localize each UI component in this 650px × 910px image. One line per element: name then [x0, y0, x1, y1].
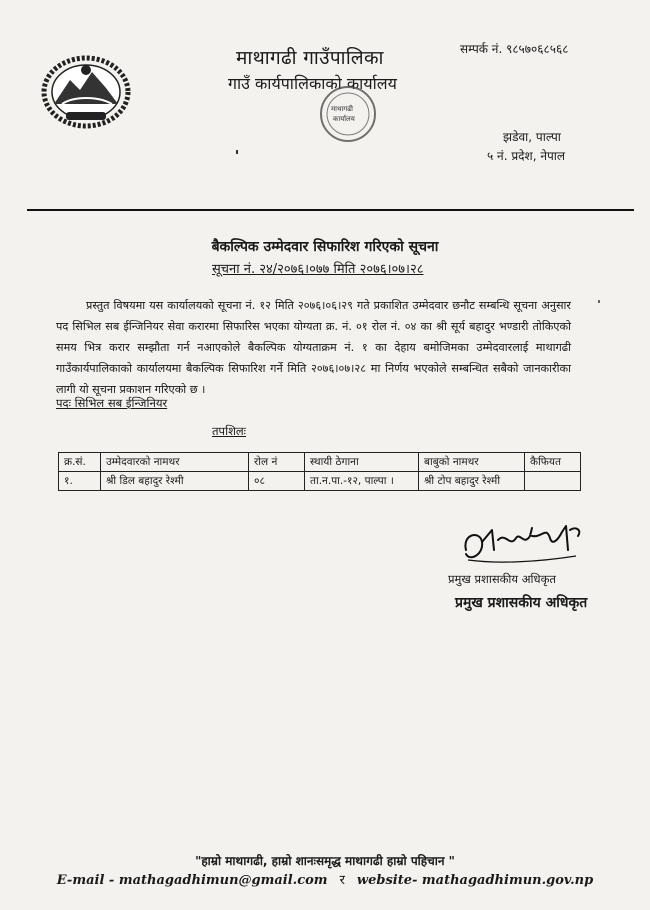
office-seal-stamp — [318, 84, 378, 144]
table-row — [59, 472, 581, 491]
footer-separator: र — [339, 873, 345, 888]
col-header-father: बाबुको नामथर — [419, 453, 525, 472]
seal-text: माथागढी — [331, 105, 353, 113]
cell-remarks — [525, 472, 581, 491]
cell-sn: १. — [59, 472, 101, 491]
footer-website: website- mathagadhimun.gov.np — [356, 873, 594, 888]
address-line-1: झडेवा, पाल्पा — [503, 130, 561, 144]
candidate-table — [58, 452, 581, 491]
ink-mark — [598, 300, 600, 303]
notice-body — [56, 295, 571, 400]
col-header-roll: रोल नं — [249, 453, 305, 472]
col-header-address: स्थायी ठेगाना — [305, 453, 419, 472]
cell-name: श्री डिल बहादुर रेश्मी — [101, 472, 249, 491]
seal-text: कार्यालय — [333, 115, 355, 123]
col-header-sn: क्र.सं. — [59, 453, 101, 472]
contact-number: सम्पर्क नं. ९८५७०६८५६८ — [460, 42, 569, 56]
nepal-emblem-logo — [40, 50, 132, 130]
col-header-name: उम्मेदवारको नामथर — [101, 453, 249, 472]
office-name: माथागढी गाउँपालिका — [236, 47, 384, 69]
handwritten-signature — [458, 520, 588, 570]
signatory-title-typed: प्रमुख प्रशासकीय अधिकृत — [448, 572, 556, 586]
signatory-title-stamp: प्रमुख प्रशासकीय अधिकृत — [455, 595, 588, 611]
col-header-remarks: कैफियत — [525, 453, 581, 472]
table-header-row — [59, 453, 581, 472]
notice-number: सूचना नं. २४/२०७६।०७७ मिति २०७६।०७।२८ — [212, 262, 424, 277]
footer-email: E-mail - mathagadhimun@gmail.com — [56, 873, 328, 888]
ink-mark — [236, 150, 238, 154]
address-line-2: ५ नं. प्रदेश, नेपाल — [487, 149, 566, 163]
cell-roll: ०८ — [249, 472, 305, 491]
header-divider — [27, 209, 634, 211]
footer-motto: "हाम्रो माथागढी, हाम्रो शानःसमृद्ध माथागढी हाम्रो पहिचान " — [195, 854, 455, 868]
notice-title: बैकल्पिक उम्मेदवार सिफारिश गरिएको सूचना — [211, 239, 439, 255]
cell-address: ता.न.पा.-१२, पाल्पा । — [305, 472, 419, 491]
notice-body-text: प्रस्तुत विषयमा यस कार्यालयको सूचना नं. १२ मिति २०७६।०६।२९ गते प्रकाशित उम्मेदवार छनौट सम्बन्धि सूचना अनुसार पद सिभिल सब ईन्जिनियर सेवा करारमा सिफारिस भएका योग्यता क्र. नं. ०१ रोल नं. ०४ का श्री सूर्य बहादुर भण्डारी तोकिएको समय भित्र करार सम्झौता गर्न नआएकोले बैकल्पिक योग्यताक्रम नं. १ का देहाय बमोजिमका उम्मेदवारलाई माथागढी गाउँकार्यपालिकाको कार्यालयमा बैकल्पिक सिफारिश गर्ने मिति २०७६।०७।२८ मा निर्णय भएकोले सम्बन्धित सबैको जानकारीका लागी यो सूचना प्रकाशन गरिएको छ । — [56, 299, 571, 396]
cell-father: श्री टोप बहादुर रेश्मी — [419, 472, 525, 491]
footer-contact — [0, 870, 650, 888]
office-subtitle: गाउँ कार्यपालिकाको कार्यालय — [228, 74, 397, 93]
post-label: पदः सिभिल सब ईन्जिनियर — [56, 396, 168, 410]
details-label: तपशिलः — [212, 424, 247, 438]
